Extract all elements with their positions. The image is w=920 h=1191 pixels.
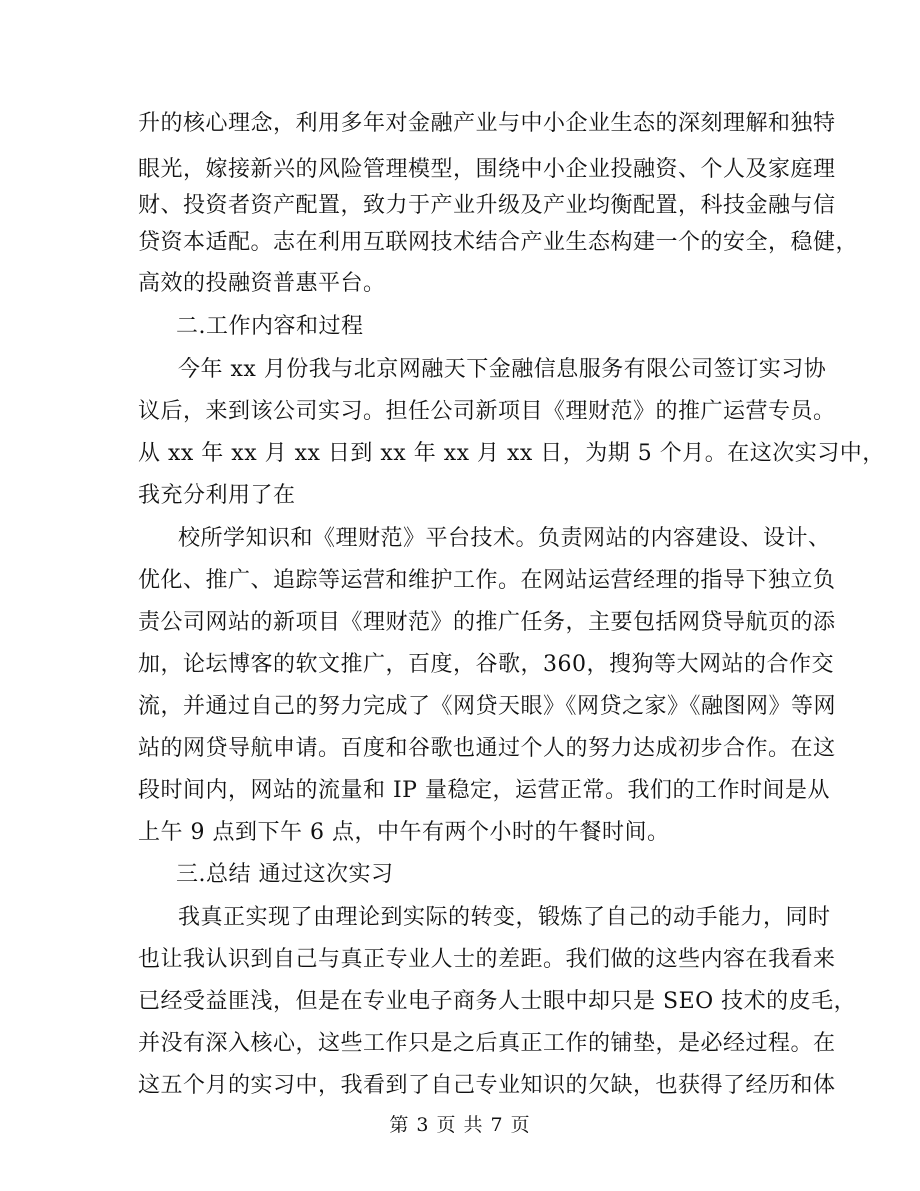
paragraph-4-line-5: 这五个月的实习中，我看到了自己专业知识的欠缺，也获得了经历和体 [138,1073,836,1098]
paragraph-3-line-6: 站的网贷导航申请。百度和谷歌也通过个人的努力达成初步合作。在这 [138,736,836,761]
paragraph-4-line-2: 也让我认识到自己与真正专业人士的差距。我们做的这些内容在我看来 [138,947,836,972]
paragraph-2-line-2: 议后，来到该公司实习。担任公司新项目《理财范》的推广运营专员。 [138,399,836,424]
paragraph-3-line-4: 加，论坛博客的软文推广，百度，谷歌，360，搜狗等大网站的合作交 [138,652,834,677]
paragraph-3-line-8: 上午 9 点到下午 6 点，中午有两个小时的午餐时间。 [138,820,670,845]
paragraph-3-line-7: 段时间内，网站的流量和 IP 量稳定，运营正常。我们的工作时间是从 [138,778,830,803]
paragraph-4-line-1: 我真正实现了由理论到实际的转变，锻炼了自己的动手能力，同时 [178,905,831,930]
section-heading-2: 二.工作内容和过程 [176,314,364,339]
paragraph-1-line-3: 财、投资者资产配置，致力于产业升级及产业均衡配置，科技金融与信 [138,193,836,218]
paragraph-3-line-5: 流，并通过自己的努力完成了《网贷天眼》《网贷之家》《融图网》等网 [138,694,837,719]
paragraph-4-line-4: 并没有深入核心，这些工作只是之后真正工作的铺垫，是必经过程。在 [138,1031,836,1056]
paragraph-2-line-3: 从 xx 年 xx 月 xx 日到 xx 年 xx 月 xx 日，为期 5 个月。在这次实习中， [138,441,885,466]
paragraph-3-line-3: 责公司网站的新项目《理财范》的推广任务，主要包括网贷导航页的添 [138,610,836,635]
paragraph-1-line-5: 高效的投融资普惠平台。 [138,271,386,296]
paragraph-3-line-1: 校所学知识和《理财范》平台技术。负责网站的内容建设、设计、 [178,526,831,551]
section-heading-3: 三.总结 通过这次实习 [176,862,394,887]
paragraph-2-line-4: 我充分利用了在 [138,483,296,508]
paragraph-1-line-2: 眼光，嫁接新兴的风险管理模型，围绕中小企业投融资、个人及家庭理 [138,157,836,182]
paragraph-1-line-4: 贷资本适配。志在利用互联网技术结合产业生态构建一个的安全，稳健， [138,230,859,255]
paragraph-2-line-1: 今年 xx 月份我与北京网融天下金融信息服务有限公司签订实习协 [178,357,827,382]
page-number-footer: 第 3 页 共 7 页 [389,1114,531,1136]
paragraph-3-line-2: 优化、推广、追踪等运营和维护工作。在网站运营经理的指导下独立负 [138,568,836,593]
paragraph-4-line-3: 已经受益匪浅，但是在专业电子商务人士眼中却只是 SEO 技术的皮毛， [138,989,857,1014]
paragraph-1-line-1: 升的核心理念，利用多年对金融产业与中小企业生态的深刻理解和独特 [138,111,836,136]
